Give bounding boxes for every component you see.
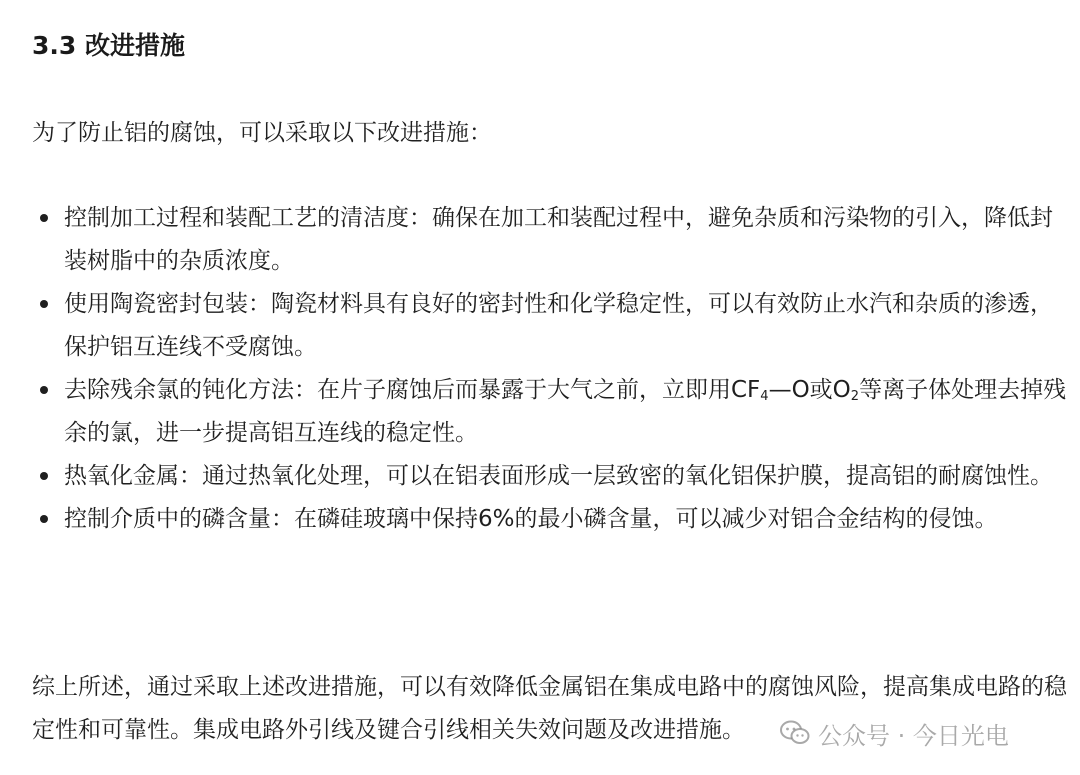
list-item (32, 197, 1067, 283)
intro-paragraph: 为了防止铝的腐蚀，可以采取以下改进措施： (32, 120, 492, 146)
subscript: 4 (760, 389, 769, 404)
watermark-label: 公众号 · 今日光电 (818, 721, 1009, 750)
list-item (32, 283, 1067, 369)
bullet-icon (40, 472, 48, 480)
bullet-icon (40, 515, 48, 523)
list-item-text-part: 等离子体处理去掉残余的氯，进一步提高铝互连线的稳定性。 (64, 377, 1067, 446)
section-heading: 3.3 改进措施 (32, 31, 185, 60)
list-item-text: 控制加工过程和装配工艺的清洁度：确保在加工和装配过程中，避免杂质和污染物的引入，降低封装树脂中的杂质浓度。 (64, 205, 1053, 274)
list-item-text: 使用陶瓷密封包装：陶瓷材料具有良好的密封性和化学稳定性，可以有效防止水汽和杂质的渗透，保护铝互连线不受腐蚀。 (64, 291, 1053, 360)
list-item (32, 369, 1067, 455)
bullet-icon (40, 386, 48, 394)
measures-list (32, 197, 1067, 541)
list-item-text-part: 去除残余氯的钝化方法：在片子腐蚀后而暴露于大气之前，立即用CF (64, 377, 761, 403)
list-item-text: 控制介质中的磷含量：在磷硅玻璃中保持6%的最小磷含量，可以减少对铝合金结构的侵蚀。 (64, 506, 998, 532)
list-item-text-part: —O或O (768, 377, 851, 403)
list-item (32, 455, 1067, 498)
list-item (32, 498, 1067, 541)
bullet-icon (40, 214, 48, 222)
summary-paragraph: 综上所述，通过采取上述改进措施，可以有效降低金属铝在集成电路中的腐蚀风险，提高集成电路的稳定性和可靠性。集成电路外引线及键合引线相关失效问题及改进措施。 (32, 674, 1067, 743)
list-item-text: 热氧化金属：通过热氧化处理，可以在铝表面形成一层致密的氧化铝保护膜，提高铝的耐腐蚀性。 (64, 463, 1053, 489)
subscript: 2 (850, 389, 860, 404)
bullet-icon (40, 300, 48, 308)
